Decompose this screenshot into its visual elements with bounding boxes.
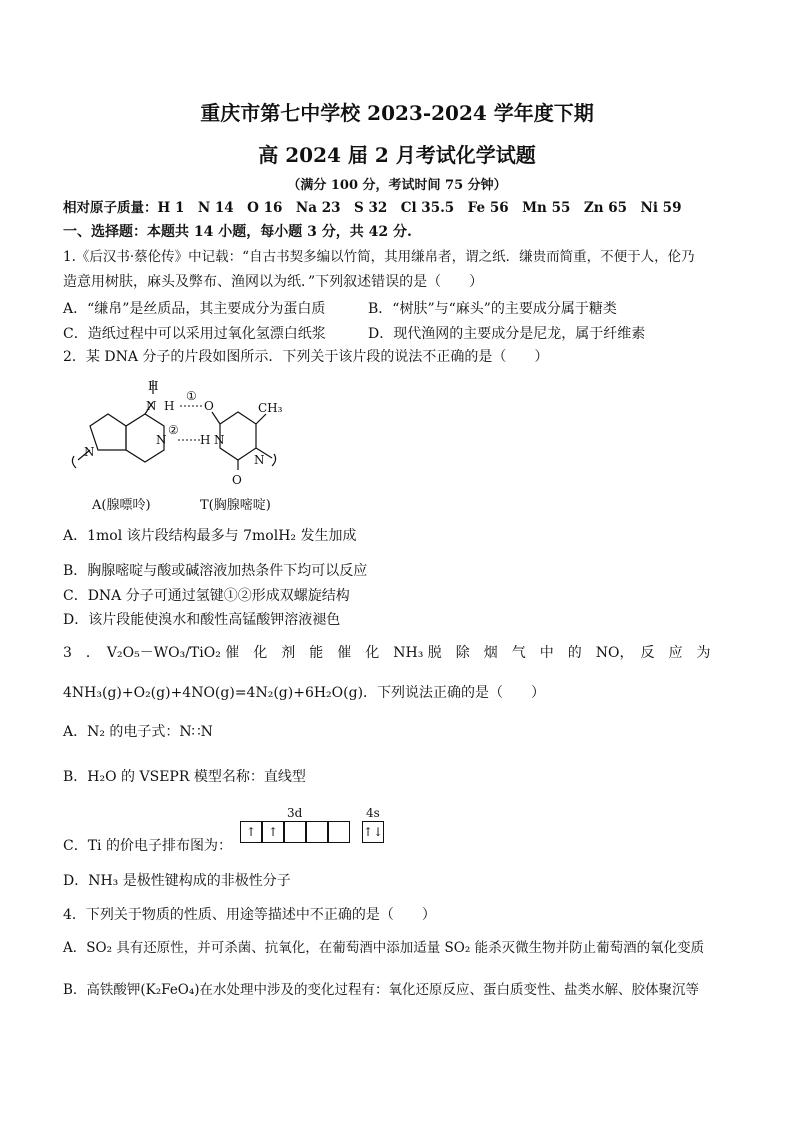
- q3-option-c: C．Ti 的价电子排布图为：: [63, 838, 232, 854]
- q2-option-a: A．1mol 该片段结构最多与 7molH₂ 发生加成: [63, 528, 357, 544]
- q1-option-c: C．造纸过程中可以采用过氧化氢漂白纸浆: [63, 326, 326, 342]
- atom-h-amino: H: [164, 399, 175, 413]
- atom-o-top: O: [204, 399, 214, 413]
- q3-option-b: B．H₂O 的 VSEPR 模型名称：直线型: [63, 769, 306, 785]
- methyl-group: CH₃: [258, 401, 283, 415]
- label-adenine: A(腺嘌呤): [92, 498, 151, 513]
- q4-option-b: B．高铁酸钾(K₂FeO₄)在水处理中涉及的变化过程有：氧化还原反应、蛋白质变性、盐类水解、胶体聚沉等: [63, 982, 700, 998]
- q3-stem-line2: 4NH₃(g)+O₂(g)+4NO(g)=4N₂(g)+6H₂O(g)．下列说法正确的是（ ）: [63, 685, 546, 701]
- label-thymine: T(胸腺嘧啶): [200, 498, 271, 513]
- atom-h-top: H: [148, 379, 159, 393]
- q4-option-a: A．SO₂ 具有还原性，并可杀菌、抗氧化，在葡萄酒中添加适量 SO₂ 能杀灭微生物并防止葡萄酒的氧化变质: [63, 940, 705, 956]
- atom-h-imide: H: [200, 433, 211, 447]
- orbital-4s-label: 4s: [366, 806, 380, 820]
- orbital-3d-box-3: [284, 821, 306, 843]
- atom-n-purine: N: [156, 433, 167, 447]
- q1-option-b: B．“树肤”与“麻头”的主要成分属于糖类: [368, 301, 617, 317]
- q4-stem: 4．下列关于物质的性质、用途等描述中不正确的是（ ）: [63, 907, 436, 923]
- q1-stem-line1: 1.《后汉书·蔡伦传》中记载：“自古书契多编以竹简，其用缣帛者，谓之纸．缣贵而简重，不便于人，伦乃: [63, 249, 695, 265]
- atom-n-imide: N: [214, 433, 225, 447]
- exam-subtitle: （满分 100 分，考试时间 75 分钟）: [287, 178, 507, 193]
- q2-option-b: B．胸腺嘧啶与酸或碱溶液加热条件下均可以反应: [63, 563, 368, 579]
- orbital-3d-box-5: [328, 821, 350, 843]
- q3-option-d: D．NH₃ 是极性键构成的非极性分子: [63, 873, 291, 889]
- h-bond-1-label: ①: [186, 389, 197, 403]
- atomic-mass-line: 相对原子质量：H 1 N 14 O 16 Na 23 S 32 Cl 35.5 Fe 56 Mn 55 Zn 65 Ni 59: [63, 200, 682, 216]
- section-heading: 一、选择题：本题共 14 小题，每小题 3 分，共 42 分.: [63, 224, 412, 240]
- orbital-3d-box-4: [306, 821, 328, 843]
- q1-stem-line2: 造意用树肤，麻头及弊布、渔网以为纸．”下列叙述错误的是（ ）: [63, 274, 484, 290]
- h-bond-2-label: ②: [168, 423, 179, 437]
- purine-five-ring: [90, 414, 126, 450]
- q3-option-a: A．N₂ 的电子式：N∷N: [63, 724, 213, 740]
- q1-option-a: A．“缣帛”是丝质品，其主要成分为蛋白质: [63, 301, 326, 317]
- orbital-3d-label: 3d: [287, 806, 303, 820]
- q3-stem-line1: 3 ． V₂O₅－WO₃/TiO₂ 催 化 剂 能 催 化 NH₃ 脱 除 烟 气 中 的 NO， 反 应 为: [63, 645, 711, 661]
- atom-n-amino: N: [146, 399, 157, 413]
- q2-option-c: C．DNA 分子可通过氢键①②形成双螺旋结构: [63, 588, 350, 604]
- atom-o-bottom: O: [232, 473, 242, 487]
- atom-n-sugar: N: [254, 453, 265, 467]
- atom-n-link: N: [84, 445, 95, 459]
- q1-option-d: D．现代渔网的主要成分是尼龙，属于纤维素: [368, 326, 646, 342]
- orbital-3d-box-1: ↑: [240, 821, 262, 843]
- exam-title-school: 重庆市第七中学校 2023-2024 学年度下期: [200, 101, 594, 125]
- orbital-4s-box: ↑↓: [362, 821, 384, 843]
- pyrimidine-ring: [220, 412, 256, 460]
- orbital-3d-box-2: ↑: [262, 821, 284, 843]
- q2-stem: 2．某 DNA 分子的片段如图所示．下列关于该片段的说法不正确的是（ ）: [63, 349, 549, 365]
- exam-title-subject: 高 2024 届 2 月考试化学试题: [258, 143, 536, 167]
- q2-option-d: D．该片段能使溴水和酸性高锰酸钾溶液褪色: [63, 612, 341, 628]
